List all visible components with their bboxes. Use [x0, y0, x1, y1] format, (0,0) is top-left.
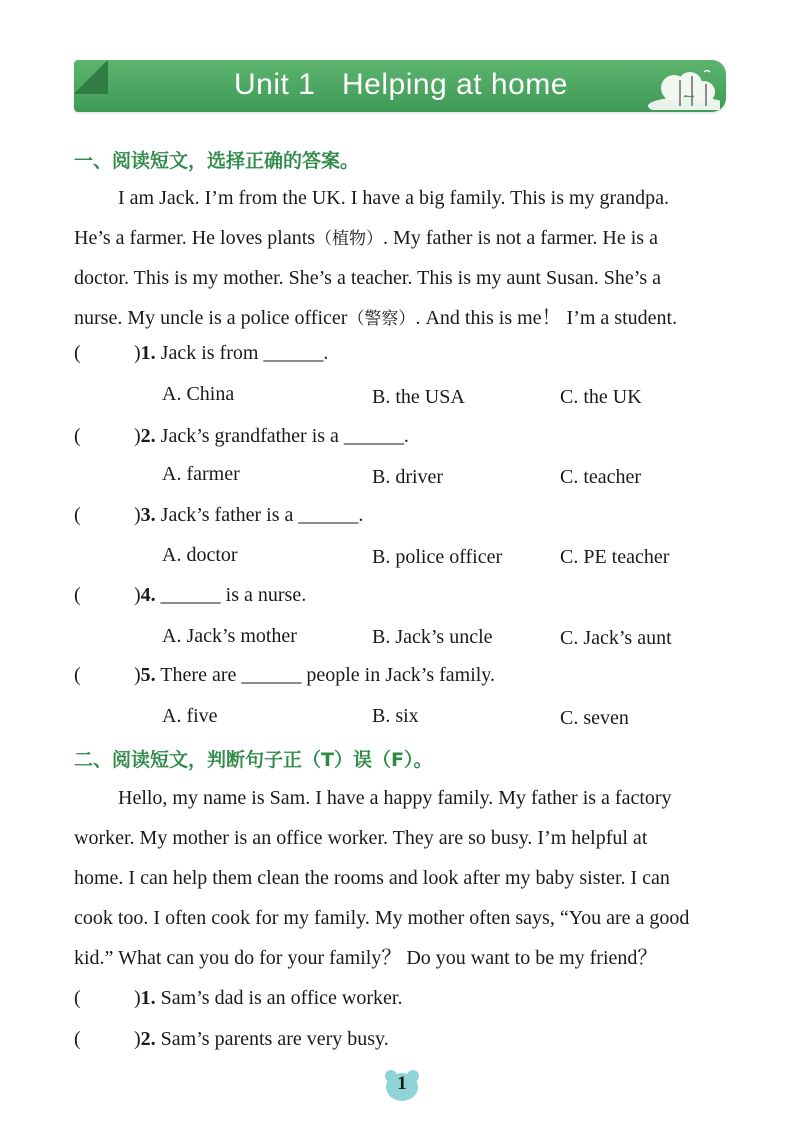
- tf-question-2: ( )2. Sam’s parents are very busy.: [74, 1028, 389, 1050]
- passage-2-line: Hello, my name is Sam. I have a happy family. My father is a factory: [118, 787, 672, 809]
- option-c: C. Jack’s aunt: [560, 627, 672, 649]
- page-curl-decoration: [74, 60, 108, 94]
- passage-2-line: kid.” What can you do for your family？ Do you want to be my friend？: [74, 947, 658, 969]
- question-3: ( )3. Jack’s father is a ______.: [74, 504, 364, 526]
- option-b: B. the USA: [372, 386, 465, 408]
- passage-2-line: worker. My mother is an office worker. They are so busy. I’m helpful at: [74, 827, 648, 849]
- passage-1-line: nurse. My uncle is a police officer（警察）. And this is me！ I’m a student.: [74, 307, 678, 329]
- unit-banner: [74, 60, 726, 112]
- tree-decoration-icon: [630, 66, 720, 110]
- option-b: B. police officer: [372, 546, 503, 568]
- option-c: C. seven: [560, 707, 629, 729]
- unit-title: Helping at home: [342, 68, 568, 101]
- passage-2-line: home. I can help them clean the rooms and look after my baby sister. I can: [74, 867, 670, 889]
- section-1-heading: 一、阅读短文，选择正确的答案。: [74, 150, 360, 172]
- option-c: C. teacher: [560, 466, 642, 488]
- question-2: ( )2. Jack’s grandfather is a ______.: [74, 425, 409, 447]
- passage-1-line: He’s a farmer. He loves plants（植物）. My father is not a farmer. He is a: [74, 227, 658, 249]
- option-a: A. doctor: [162, 544, 238, 566]
- question-4: ( )4. ______ is a nurse.: [74, 584, 307, 606]
- passage-1: [74, 178, 726, 338]
- option-b: B. Jack’s uncle: [372, 626, 493, 648]
- passage-2-line: cook too. I often cook for my family. My mother often says, “You are a good: [74, 907, 690, 929]
- page-number: 1: [397, 1073, 407, 1094]
- option-b: B. driver: [372, 466, 444, 488]
- tf-question-1: ( )1. Sam’s dad is an office worker.: [74, 987, 403, 1009]
- option-a: A. farmer: [162, 463, 240, 485]
- question-5: ( )5. There are ______ people in Jack’s family.: [74, 664, 496, 686]
- passage-1-line: doctor. This is my mother. She’s a teacher. This is my aunt Susan. She’s a: [74, 267, 661, 289]
- page-number-badge: [384, 1068, 420, 1102]
- unit-number: Unit 1: [234, 68, 316, 101]
- question-1: ( )1. Jack is from ______.: [74, 342, 329, 364]
- option-b: B. six: [372, 705, 419, 727]
- passage-1-line: I am Jack. I’m from the UK. I have a big family. This is my grandpa.: [118, 187, 669, 209]
- passage-2: [74, 778, 726, 978]
- option-a: A. China: [162, 383, 235, 405]
- option-c: C. the UK: [560, 386, 642, 408]
- option-a: A. five: [162, 705, 218, 727]
- section-2-heading: 二、阅读短文，判断句子正（T）误（F）。: [74, 749, 433, 771]
- option-a: A. Jack’s mother: [162, 625, 297, 647]
- option-c: C. PE teacher: [560, 546, 670, 568]
